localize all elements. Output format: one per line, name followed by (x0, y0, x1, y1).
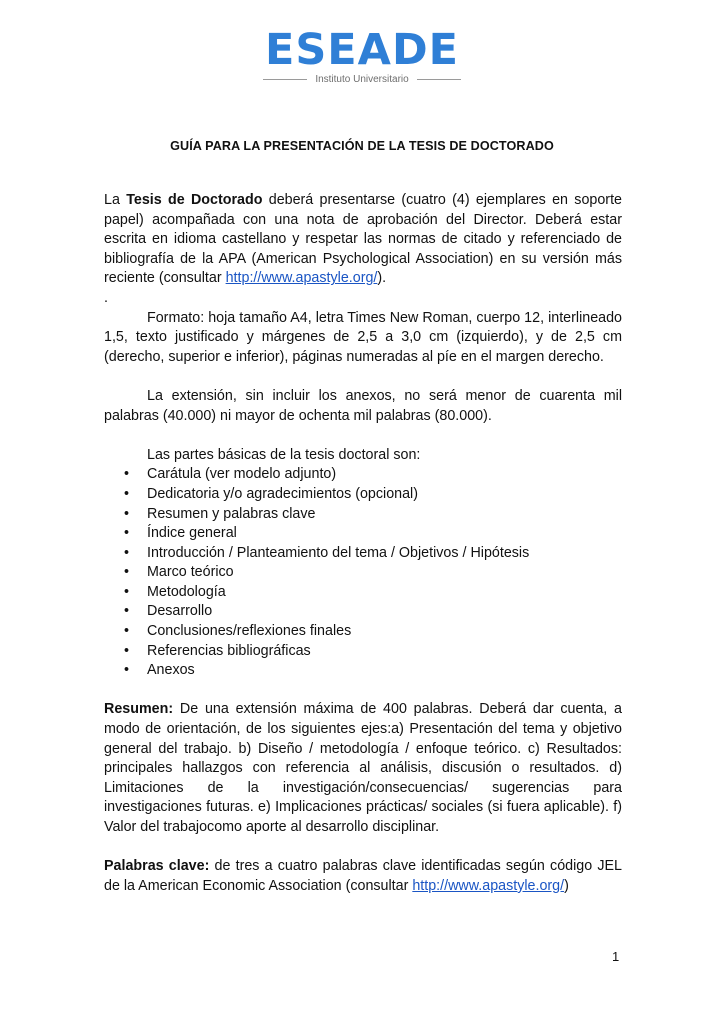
list-item: • Índice general (104, 524, 622, 544)
parts-intro: Las partes básicas de la tesis doctoral son: (147, 446, 421, 463)
formato-paragraph: Formato: hoja tamaño A4, letra Times New Roman, cuerpo 12, interlineado 1,5, texto justificado y márgenes de 2,5 a 3,0 cm (izquierdo), y de 2,5 cm (derecho, superior e inferior), páginas numeradas al píe en el margen derecho. (104, 309, 622, 365)
logo-subtitle-row (0, 74, 724, 85)
document-body (104, 191, 622, 896)
intro-lead: La (104, 192, 127, 208)
spacer (104, 838, 622, 858)
logo-wordmark: ESEADE (264, 25, 460, 75)
palabras-paragraph (104, 857, 622, 896)
logo-subtitle: Instituto Universitario (315, 74, 409, 85)
logo-rule-right (417, 79, 461, 80)
list-item: • Resumen y palabras clave (104, 505, 622, 525)
list-item: • Introducción / Planteamiento del tema / Objetivos / Hipótesis (104, 544, 622, 564)
apa-link[interactable]: http://www.apastyle.org/ (412, 877, 565, 894)
list-item: • Dedicatoria y/o agradecimientos (opcional) (104, 485, 622, 505)
palabras-after: ) (564, 877, 569, 894)
list-item: • Desarrollo (104, 602, 622, 622)
intro-text: deberá presentarse (cuatro (4) ejemplares en soporte papel) acompañada con una nota de aprobación del Director. Deberá estar escrita en idioma castellano y respetar las normas de citado y referenciado de bibliografía de la APA (American Psychological Association) en su versión más reciente (consultar (104, 192, 622, 287)
list-item: • Referencias bibliográficas (104, 642, 622, 662)
list-item: • Metodología (104, 583, 622, 603)
intro-paragraph (104, 191, 622, 289)
list-item: • Carátula (ver modelo adjunto) (104, 465, 622, 485)
extension-paragraph: La extensión, sin incluir los anexos, no será menor de cuarenta mil palabras (40.000) ni mayor de ochenta mil palabras (80.000). (104, 387, 622, 424)
logo-rule-left (263, 79, 307, 80)
palabras-label: Palabras clave: (104, 858, 210, 875)
institution-logo (0, 25, 724, 85)
page-number: 1 (612, 949, 620, 964)
list-item: • Marco teórico (104, 563, 622, 583)
resumen-text: De una extensión máxima de 400 palabras. Deberá dar cuenta, a modo de orientación, de los siguientes ejes:a) Presentación del tema y objetivo general del trabajo. b) Diseño / metodología / enfoque teórico. c) Resultados: principales hallazgos con referencia al análisis, discusión o resultados. d) Limitaciones de la investigación/consecuencias/ sugerencias para investigaciones futuras. e) Implicaciones prácticas/ sociales (si fuera aplicable). f) Valor del trabajocomo aporte al desarrollo disciplinar. (104, 701, 622, 835)
palabras-text: de tres a cuatro palabras clave identificadas según código JEL de la American Economic Association (consultar (104, 858, 623, 894)
spacer (104, 426, 622, 446)
list-item: • Conclusiones/reflexiones finales (104, 622, 622, 642)
dot-line: . (104, 289, 108, 306)
intro-after: ). (377, 270, 387, 287)
intro-bold-term: Tesis de Doctorado (126, 192, 263, 208)
list-item: • Anexos (104, 661, 622, 681)
apa-link[interactable]: http://www.apastyle.org/ (225, 270, 378, 287)
spacer (104, 681, 622, 701)
parts-list (104, 465, 622, 681)
spacer (104, 367, 622, 387)
resumen-paragraph (104, 700, 622, 837)
document-title: GUÍA PARA LA PRESENTACIÓN DE LA TESIS DE DOCTORADO (170, 139, 554, 153)
resumen-label: Resumen: (104, 701, 174, 718)
